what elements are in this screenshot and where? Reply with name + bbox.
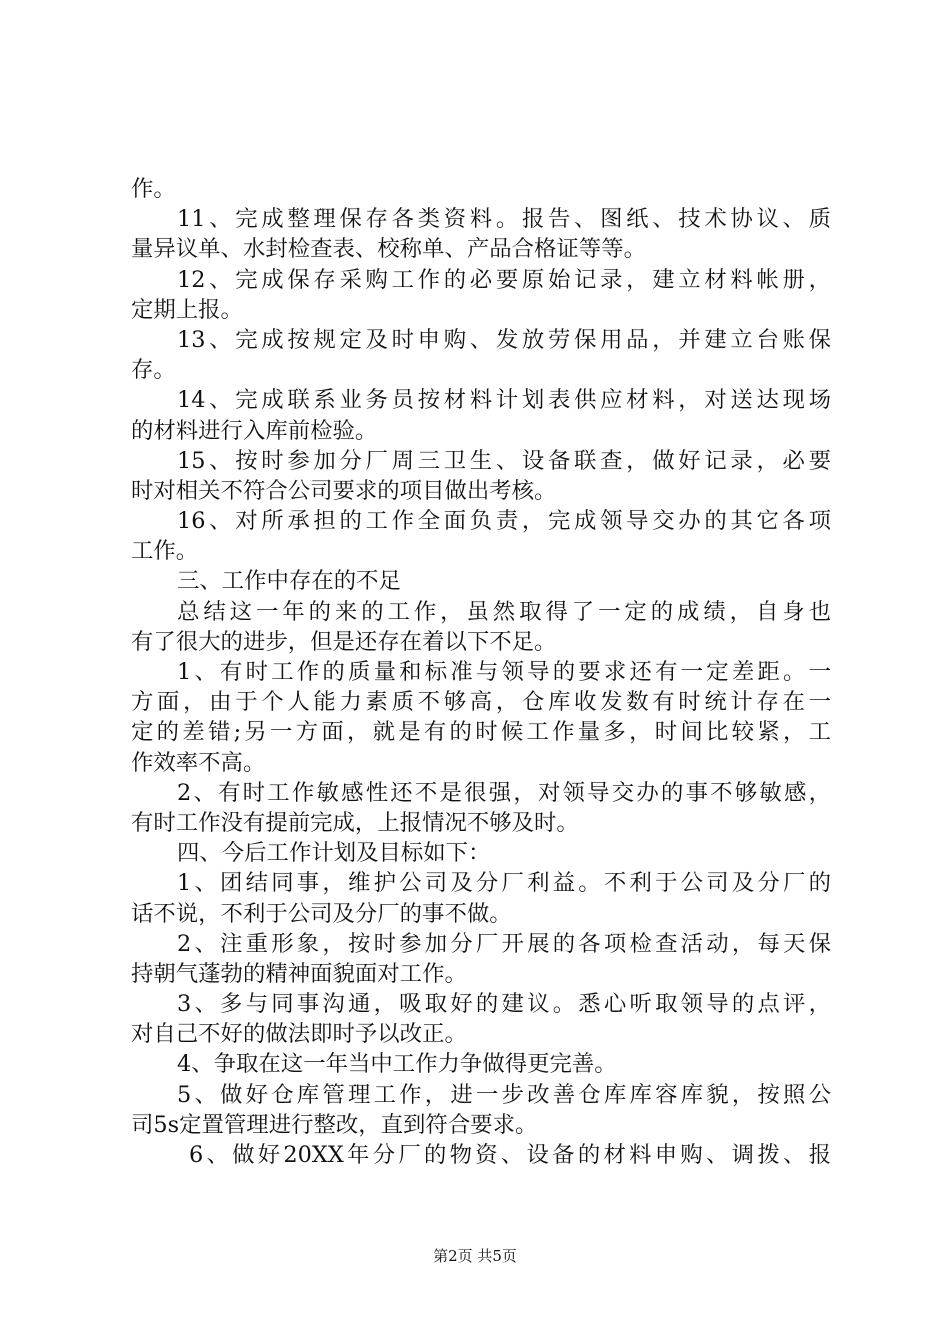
- text-line: 3、多与同事沟通，吸取好的建议。悉心听取领导的点评，: [177, 991, 831, 1018]
- text-line: 工作。: [131, 538, 199, 565]
- text-line: 存。: [131, 357, 176, 384]
- text-line: 持朝气蓬勃的精神面貌面对工作。: [131, 960, 467, 987]
- text-line: 总结这一年的来的工作，虽然取得了一定的成绩，自身也: [177, 598, 831, 625]
- text-line: 15、按时参加分厂周三卫生、设备联查，做好记录，必要: [177, 447, 831, 474]
- document-body: [131, 174, 831, 1170]
- text-line: 量异议单、水封检查表、校称单、产品合格证等等。: [131, 236, 646, 263]
- text-line: 5、做好仓库管理工作，进一步改善仓库库容库貌，按照公: [177, 1081, 831, 1108]
- text-line: 1、有时工作的质量和标准与领导的要求还有一定差距。一: [177, 659, 831, 685]
- text-line: 12、完成保存采购工作的必要原始记录，建立材料帐册，: [177, 266, 831, 293]
- text-line: 2、注重形象，按时参加分厂开展的各项检查活动，每天保: [177, 930, 831, 957]
- text-line: 作效率不高。: [131, 749, 266, 776]
- text-line: 14、完成联系业务员按材料计划表供应材料，对送达现场: [177, 387, 831, 414]
- text-line: 有了很大的进步，但是还存在着以下不足。: [131, 628, 557, 655]
- text-line: 2、有时工作敏感性还不是很强，对领导交办的事不够敏感，: [177, 779, 831, 806]
- text-line: 13、完成按规定及时申购、发放劳保用品，并建立台账保: [177, 326, 831, 353]
- text-line: 四、今后工作计划及目标如下：: [177, 840, 491, 867]
- text-line: 1、团结同事，维护公司及分厂利益。不利于公司及分厂的: [177, 870, 831, 897]
- text-line: 16、对所承担的工作全面负责，完成领导交办的其它各项: [177, 508, 831, 535]
- text-line: 司5s定置管理进行整改，直到符合要求。: [131, 1111, 538, 1138]
- text-line: 定的差错;另一方面，就是有的时候工作量多，时间比较紧，工: [131, 719, 831, 746]
- text-line: 三、工作中存在的不足: [177, 568, 401, 595]
- text-line: 6、做好20XX年分厂的物资、设备的材料申购、调拨、报: [189, 1142, 831, 1168]
- text-line: 作。: [131, 176, 176, 202]
- text-line: 方面，由于个人能力素质不够高，仓库收发数有时统计存在一: [131, 689, 831, 716]
- text-line: 的材料进行入库前检验。: [131, 417, 378, 444]
- text-line: 有时工作没有提前完成，上报情况不够及时。: [131, 809, 579, 836]
- text-line: 11、完成整理保存各类资料。报告、图纸、技术协议、质: [177, 206, 831, 233]
- text-line: 话不说，不利于公司及分厂的事不做。: [131, 900, 512, 927]
- text-line: 对自己不好的做法即时予以改正。: [131, 1021, 467, 1048]
- page-footer: 第2页 共5页: [433, 1247, 517, 1265]
- text-line: 4、争取在这一年当中工作力争做得更完善。: [177, 1051, 617, 1078]
- text-line: 时对相关不符合公司要求的项目做出考核。: [131, 477, 557, 504]
- text-line: 定期上报。: [131, 296, 243, 323]
